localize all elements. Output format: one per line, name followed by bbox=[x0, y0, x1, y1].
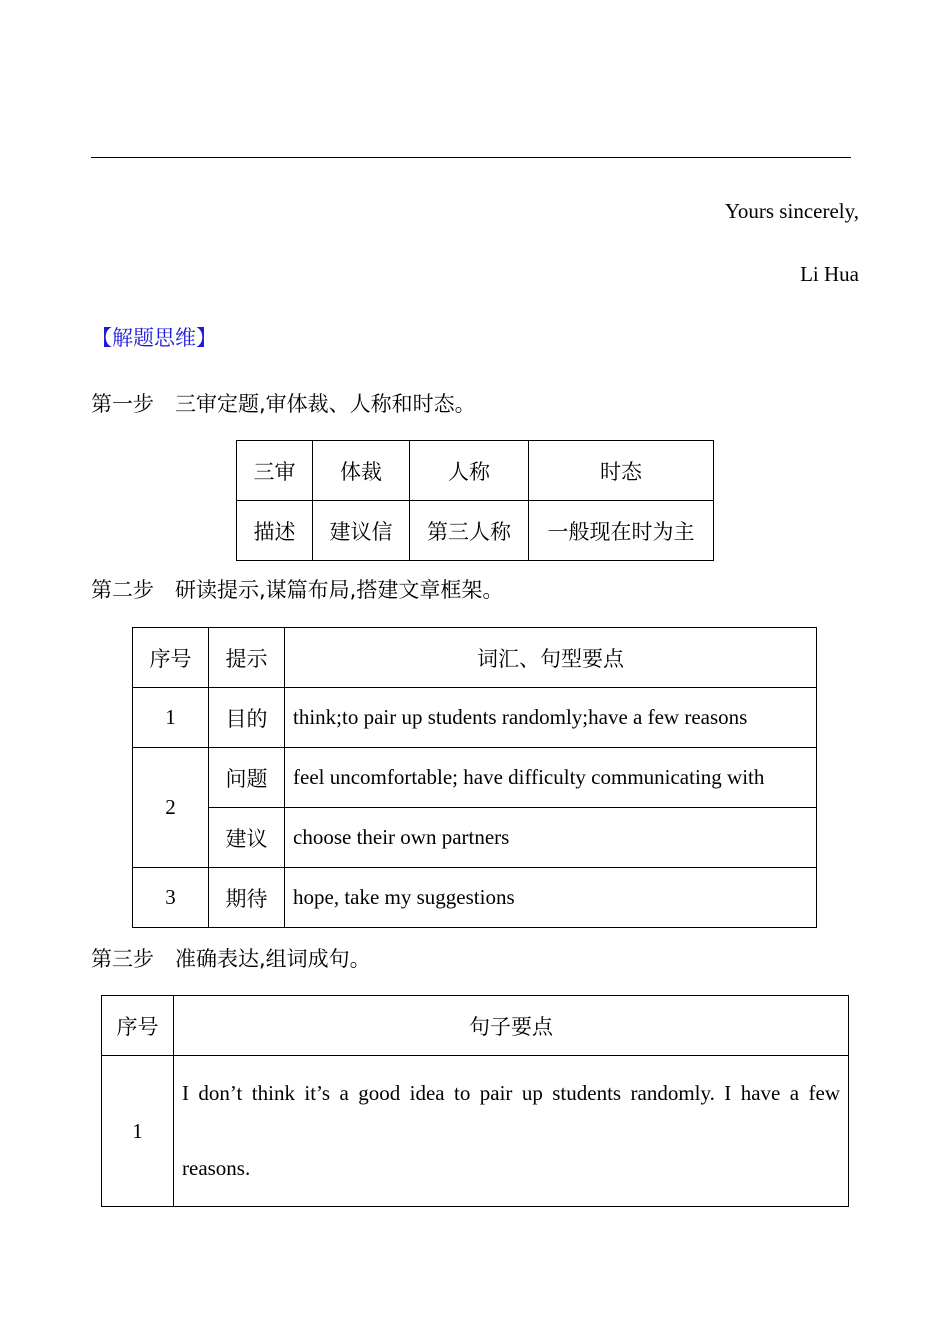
row-number: 3 bbox=[133, 868, 209, 928]
letter-signature: Li Hua bbox=[800, 262, 859, 286]
table-cell: 第三人称 bbox=[410, 501, 529, 561]
row-hint: 建议 bbox=[209, 808, 285, 868]
row-points: hope, take my suggestions bbox=[285, 868, 817, 928]
header-cell: 词汇、句型要点 bbox=[285, 628, 817, 688]
table-cell: 三审 bbox=[237, 441, 313, 501]
table-row bbox=[133, 868, 817, 928]
row-points: feel uncomfortable; have difficulty communicating with bbox=[285, 748, 817, 808]
table-row bbox=[237, 441, 714, 501]
row-hint: 目的 bbox=[209, 688, 285, 748]
answer-line bbox=[91, 157, 851, 158]
step3-title: 第三步 准确表达,组词成句。 bbox=[91, 947, 371, 971]
table-row bbox=[102, 1056, 849, 1207]
sentence-text: I don’t think it’s a good idea to pair up students randomly. I have a few reasons. bbox=[182, 1081, 840, 1180]
table-header-row bbox=[102, 996, 849, 1056]
table-header-row bbox=[133, 628, 817, 688]
row-hint: 期待 bbox=[209, 868, 285, 928]
table-cell: 体裁 bbox=[313, 441, 410, 501]
step1-table bbox=[236, 440, 714, 561]
table-cell: 时态 bbox=[529, 441, 714, 501]
header-cell: 句子要点 bbox=[174, 996, 849, 1056]
step1-title: 第一步 三审定题,审体裁、人称和时态。 bbox=[91, 392, 476, 416]
header-cell: 序号 bbox=[102, 996, 174, 1056]
table-cell: 建议信 bbox=[313, 501, 410, 561]
row-hint: 问题 bbox=[209, 748, 285, 808]
header-cell: 提示 bbox=[209, 628, 285, 688]
row-points: choose their own partners bbox=[285, 808, 817, 868]
step2-title: 第二步 研读提示,谋篇布局,搭建文章框架。 bbox=[91, 578, 504, 602]
table-cell: 描述 bbox=[237, 501, 313, 561]
table-cell: 一般现在时为主 bbox=[529, 501, 714, 561]
row-number: 2 bbox=[133, 748, 209, 868]
table-cell: 人称 bbox=[410, 441, 529, 501]
header-cell: 序号 bbox=[133, 628, 209, 688]
section-heading: 【解题思维】 bbox=[91, 326, 217, 350]
step2-table bbox=[132, 627, 817, 928]
letter-closing: Yours sincerely, bbox=[724, 199, 859, 223]
sentence-cell bbox=[174, 1056, 849, 1207]
row-number: 1 bbox=[133, 688, 209, 748]
table-row bbox=[133, 808, 817, 868]
table-row bbox=[133, 688, 817, 748]
table-row bbox=[237, 501, 714, 561]
row-number: 1 bbox=[102, 1056, 174, 1207]
table-row bbox=[133, 748, 817, 808]
step3-table bbox=[101, 995, 849, 1207]
row-points: think;to pair up students randomly;have a few reasons bbox=[285, 688, 817, 748]
